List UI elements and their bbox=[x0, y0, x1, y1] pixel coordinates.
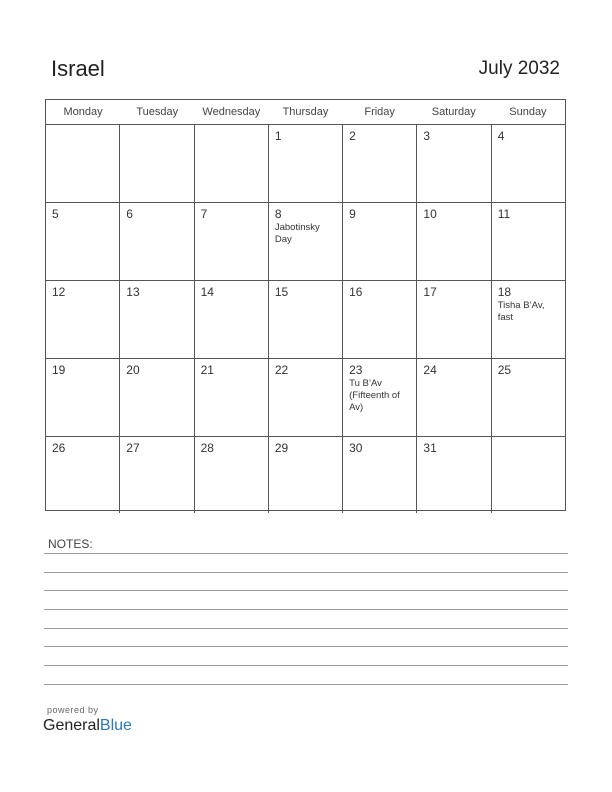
day-cell bbox=[194, 281, 268, 358]
day-number: 16 bbox=[349, 285, 363, 299]
week-row bbox=[46, 125, 565, 203]
day-number: 5 bbox=[52, 207, 59, 221]
day-cell bbox=[119, 437, 193, 513]
day-cell bbox=[342, 125, 416, 202]
note-line bbox=[44, 590, 568, 591]
week-row bbox=[46, 437, 565, 513]
day-cell bbox=[268, 281, 342, 358]
day-cell bbox=[342, 359, 416, 436]
country-title: Israel bbox=[51, 56, 105, 81]
note-line bbox=[44, 609, 568, 610]
day-event: Tu B’Av (Fifteenth of Av) bbox=[349, 378, 400, 413]
day-cell bbox=[46, 203, 119, 280]
day-event: Tisha B’Av, fast bbox=[497, 300, 545, 323]
note-line bbox=[44, 628, 568, 629]
day-number: 31 bbox=[423, 441, 437, 455]
day-cell bbox=[416, 359, 490, 436]
week-row bbox=[46, 281, 565, 359]
weekday-header: Friday bbox=[364, 106, 395, 118]
day-number: 22 bbox=[274, 363, 289, 377]
day-cell bbox=[119, 203, 193, 280]
day-number: 23 bbox=[349, 363, 363, 377]
day-cell bbox=[119, 359, 193, 436]
day-number: 10 bbox=[423, 207, 437, 221]
day-cell bbox=[342, 281, 416, 358]
day-cell bbox=[416, 281, 490, 358]
day-cell bbox=[194, 437, 268, 513]
day-cell bbox=[194, 203, 268, 280]
weekday-header: Monday bbox=[63, 106, 103, 118]
weekday-header: Thursday bbox=[282, 106, 329, 118]
day-number: 9 bbox=[349, 207, 356, 221]
month-year-title: July 2032 bbox=[478, 58, 560, 79]
day-number: 19 bbox=[52, 363, 66, 377]
day-cell bbox=[46, 281, 119, 358]
day-cell bbox=[491, 437, 565, 513]
note-line bbox=[44, 646, 568, 647]
day-number: 20 bbox=[126, 363, 140, 377]
day-cell bbox=[491, 281, 565, 358]
day-number: 8 bbox=[274, 207, 282, 221]
day-event: Jabotinsky Day bbox=[274, 222, 320, 245]
week-row bbox=[46, 203, 565, 281]
day-cell bbox=[491, 203, 565, 280]
day-number: 14 bbox=[200, 285, 214, 299]
day-cell bbox=[342, 203, 416, 280]
powered-by-text: powered by bbox=[47, 705, 99, 715]
weekday-header: Wednesday bbox=[202, 106, 261, 118]
brand-blue-text: Blue bbox=[99, 717, 132, 734]
note-line bbox=[44, 553, 568, 554]
day-number: 1 bbox=[274, 129, 282, 143]
day-cell bbox=[416, 125, 490, 202]
weekday-header-row bbox=[46, 100, 565, 125]
note-line bbox=[44, 572, 568, 573]
day-cell bbox=[491, 125, 565, 202]
day-number: 21 bbox=[200, 363, 214, 377]
day-number: 27 bbox=[126, 441, 140, 455]
day-cell bbox=[46, 359, 119, 436]
notes-label: NOTES: bbox=[48, 537, 93, 551]
day-number: 15 bbox=[274, 285, 289, 299]
day-cell bbox=[194, 125, 268, 202]
day-number: 6 bbox=[126, 207, 133, 221]
day-cell bbox=[119, 281, 193, 358]
day-cell bbox=[268, 437, 342, 513]
day-cell bbox=[46, 125, 119, 202]
day-cell bbox=[491, 359, 565, 436]
day-number: 18 bbox=[497, 285, 512, 299]
day-cell bbox=[268, 359, 342, 436]
day-cell bbox=[416, 203, 490, 280]
brand-logo bbox=[43, 717, 132, 735]
day-number: 4 bbox=[497, 129, 505, 143]
day-cell bbox=[46, 437, 119, 513]
day-number: 11 bbox=[497, 207, 511, 221]
day-cell bbox=[194, 359, 268, 436]
week-row bbox=[46, 359, 565, 437]
day-number: 17 bbox=[423, 285, 437, 299]
day-cell bbox=[268, 125, 342, 202]
day-number: 7 bbox=[200, 207, 208, 221]
note-line bbox=[44, 684, 568, 685]
day-number: 29 bbox=[274, 441, 289, 455]
note-line bbox=[44, 665, 568, 666]
day-number: 28 bbox=[200, 441, 214, 455]
calendar-grid bbox=[45, 99, 566, 511]
weekday-header: Saturday bbox=[431, 106, 476, 118]
day-cell bbox=[119, 125, 193, 202]
weekday-header: Tuesday bbox=[136, 106, 179, 118]
day-number: 30 bbox=[349, 441, 363, 455]
day-cell bbox=[342, 437, 416, 513]
day-number: 3 bbox=[423, 129, 431, 143]
day-number: 12 bbox=[52, 285, 66, 299]
day-cell bbox=[268, 203, 342, 280]
brand-general-text: General bbox=[43, 717, 100, 734]
day-number: 26 bbox=[52, 441, 66, 455]
day-number: 2 bbox=[349, 129, 356, 143]
weekday-header: Sunday bbox=[509, 106, 547, 118]
day-number: 25 bbox=[497, 363, 512, 377]
day-number: 24 bbox=[423, 363, 437, 377]
day-cell bbox=[416, 437, 490, 513]
day-number: 13 bbox=[126, 285, 140, 299]
